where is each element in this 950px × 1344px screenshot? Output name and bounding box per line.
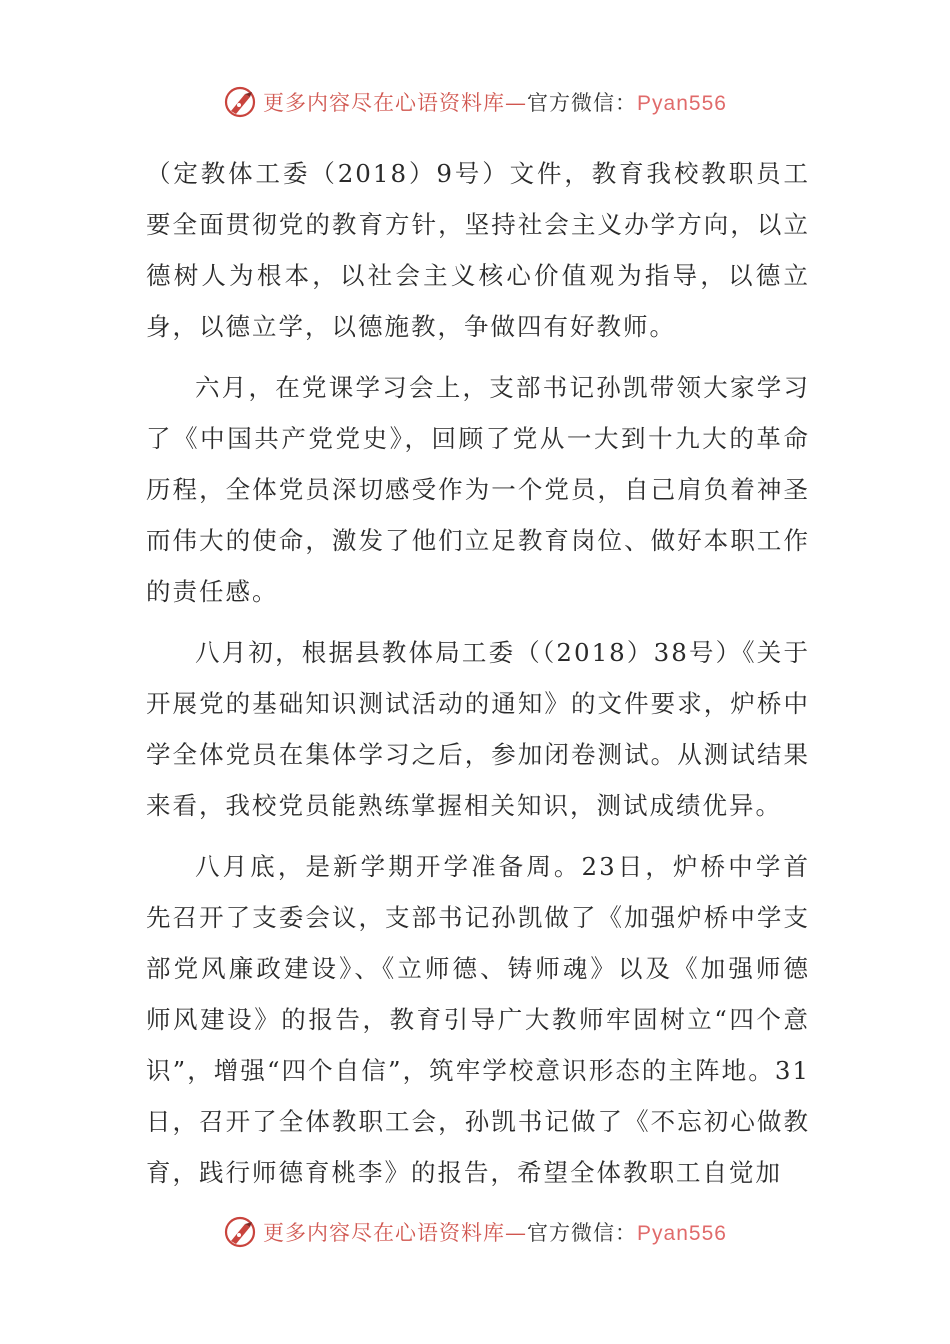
footer-wechat-label: 官方微信： (527, 1221, 638, 1245)
document-body (146, 148, 810, 1198)
header-banner (0, 82, 950, 122)
footer-banner (0, 1212, 950, 1252)
header-site-text: 更多内容尽在心语资料库 (263, 91, 506, 115)
paragraph-4: 八月底，是新学期开学准备周。23日，炉桥中学首先召开了支委会议，支部书记孙凯做了《加强炉桥中学支部党风廉政建设》、《立师德、铸师魂》以及《加强师德师风建设》的报告，教育引导广大教师牢固树立“四个意识”，增强“四个自信”，筑牢学校意识形态的主阵地。31日，召开了全体教职工会，孙凯书记做了《不忘初心做教育，践行师德育桃李》的报告，希望全体教职工自觉加 (146, 852, 810, 1187)
header-wechat-id: Pyan556 (637, 92, 727, 115)
paragraph-2: 六月，在党课学习会上，支部书记孙凯带领大家学习了《中国共产党党史》，回顾了党从一大到十九大的革命历程，全体党员深切感受作为一个党员，自己肩负着神圣而伟大的使命，激发了他们立足教育岗位、做好本职工作的责任感。 (146, 373, 810, 606)
header-wechat-label: 官方微信： (527, 91, 638, 115)
pen-nib-logo-icon (223, 85, 257, 119)
footer-banner-text (263, 1217, 727, 1247)
paragraph-1: （定教体工委（2018）9号）文件，教育我校教职员工要全面贯彻党的教育方针，坚持社会主义办学方向，以立德树人为根本，以社会主义核心价值观为指导，以德立身，以德立学，以德施教，争做四有好教师。 (146, 159, 810, 341)
footer-dash: — (505, 1221, 528, 1245)
footer-site-text: 更多内容尽在心语资料库 (263, 1221, 506, 1245)
header-dash: — (505, 91, 528, 115)
pen-nib-logo-icon (223, 1215, 257, 1249)
paragraph-3: 八月初，根据县教体局工委（（2018）38号）《关于开展党的基础知识测试活动的通知》的文件要求，炉桥中学全体党员在集体学习之后，参加闭卷测试。从测试结果来看，我校党员能熟练掌握相关知识，测试成绩优异。 (146, 638, 810, 820)
header-banner-text (263, 87, 727, 117)
footer-wechat-id: Pyan556 (637, 1222, 727, 1245)
